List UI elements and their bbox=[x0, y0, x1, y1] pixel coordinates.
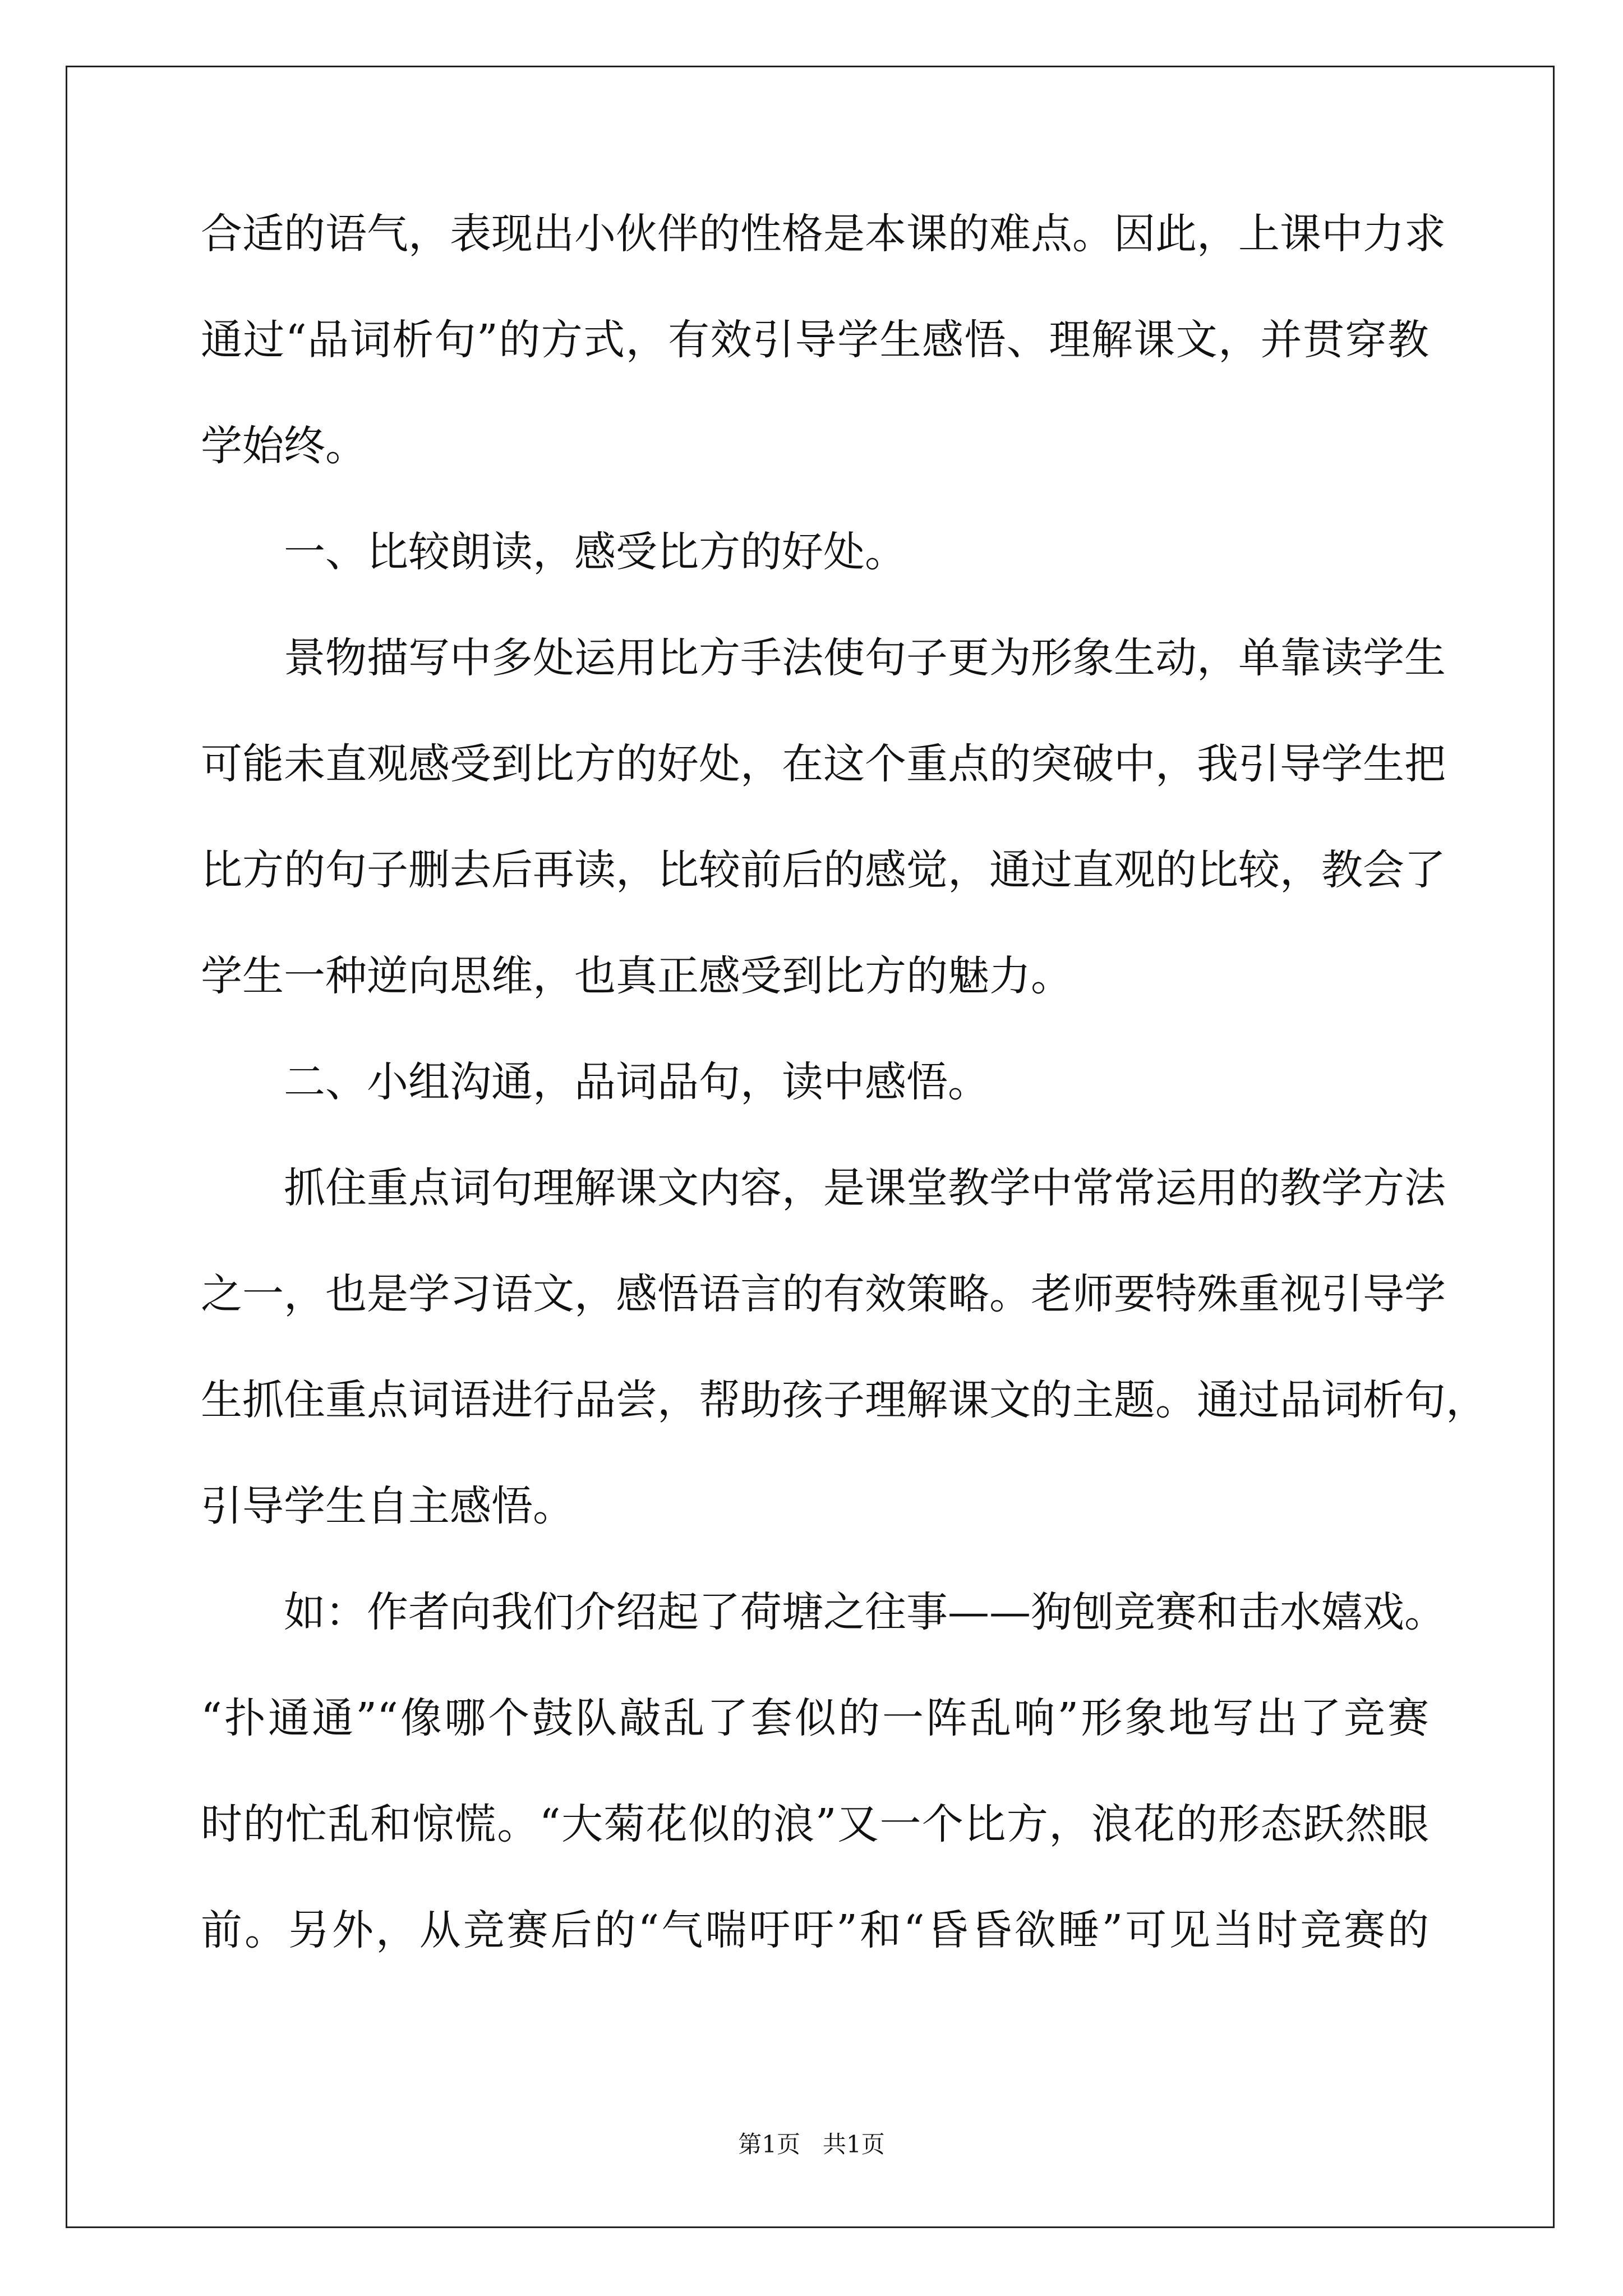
text-line: 景物描写中多处运用比方手法使句子更为形象生动，单靠读学生 bbox=[284, 634, 1446, 682]
text-line: 二、小组沟通，品词品句，读中感悟。 bbox=[284, 1058, 989, 1106]
text-line: 生抓住重点词语进行品尝，帮助孩子理解课文的主题。通过品词析句， bbox=[201, 1376, 1487, 1424]
text-line: 通过“品词析句”的方式，有效引导学生感悟、理解课文，并贯穿教 bbox=[201, 316, 1429, 364]
text-line: 比方的句子删去后再读，比较前后的感觉，通过直观的比较，教会了 bbox=[201, 846, 1446, 894]
text-line: 一、比较朗读，感受比方的好处。 bbox=[284, 528, 906, 576]
document-body bbox=[201, 210, 1487, 2016]
text-line: 时的忙乱和惊慌。“大菊花似的浪”又一个比方，浪花的形态跃然眼 bbox=[201, 1800, 1429, 1848]
text-line: 学始终。 bbox=[201, 422, 367, 470]
text-line: 前。另外，从竞赛后的“气喘吁吁”和“昏昏欲睡”可见当时竞赛的 bbox=[201, 1906, 1429, 1954]
text-line: 合适的语气，表现出小伙伴的性格是本课的难点。因此，上课中力求 bbox=[201, 210, 1446, 258]
text-line: 引导学生自主感悟。 bbox=[201, 1482, 574, 1530]
page-current: 第1页 bbox=[738, 2131, 800, 2158]
page-total: 共1页 bbox=[823, 2131, 885, 2158]
text-line: 如：作者向我们介绍起了荷塘之往事——狗刨竞赛和击水嬉戏。 bbox=[284, 1588, 1446, 1636]
text-line: 可能未直观感受到比方的好处，在这个重点的突破中，我引导学生把 bbox=[201, 740, 1446, 788]
text-line: 学生一种逆向思维，也真正感受到比方的魅力。 bbox=[201, 952, 1072, 1000]
text-line: “扑通通”“像哪个鼓队敲乱了套似的一阵乱响”形象地写出了竞赛 bbox=[201, 1694, 1429, 1742]
text-line: 抓住重点词句理解课文内容，是课堂教学中常常运用的教学方法 bbox=[284, 1164, 1446, 1212]
text-line: 之一，也是学习语文，感悟语言的有效策略。老师要特殊重视引导学 bbox=[201, 1270, 1446, 1318]
page-footer bbox=[0, 2126, 1623, 2160]
